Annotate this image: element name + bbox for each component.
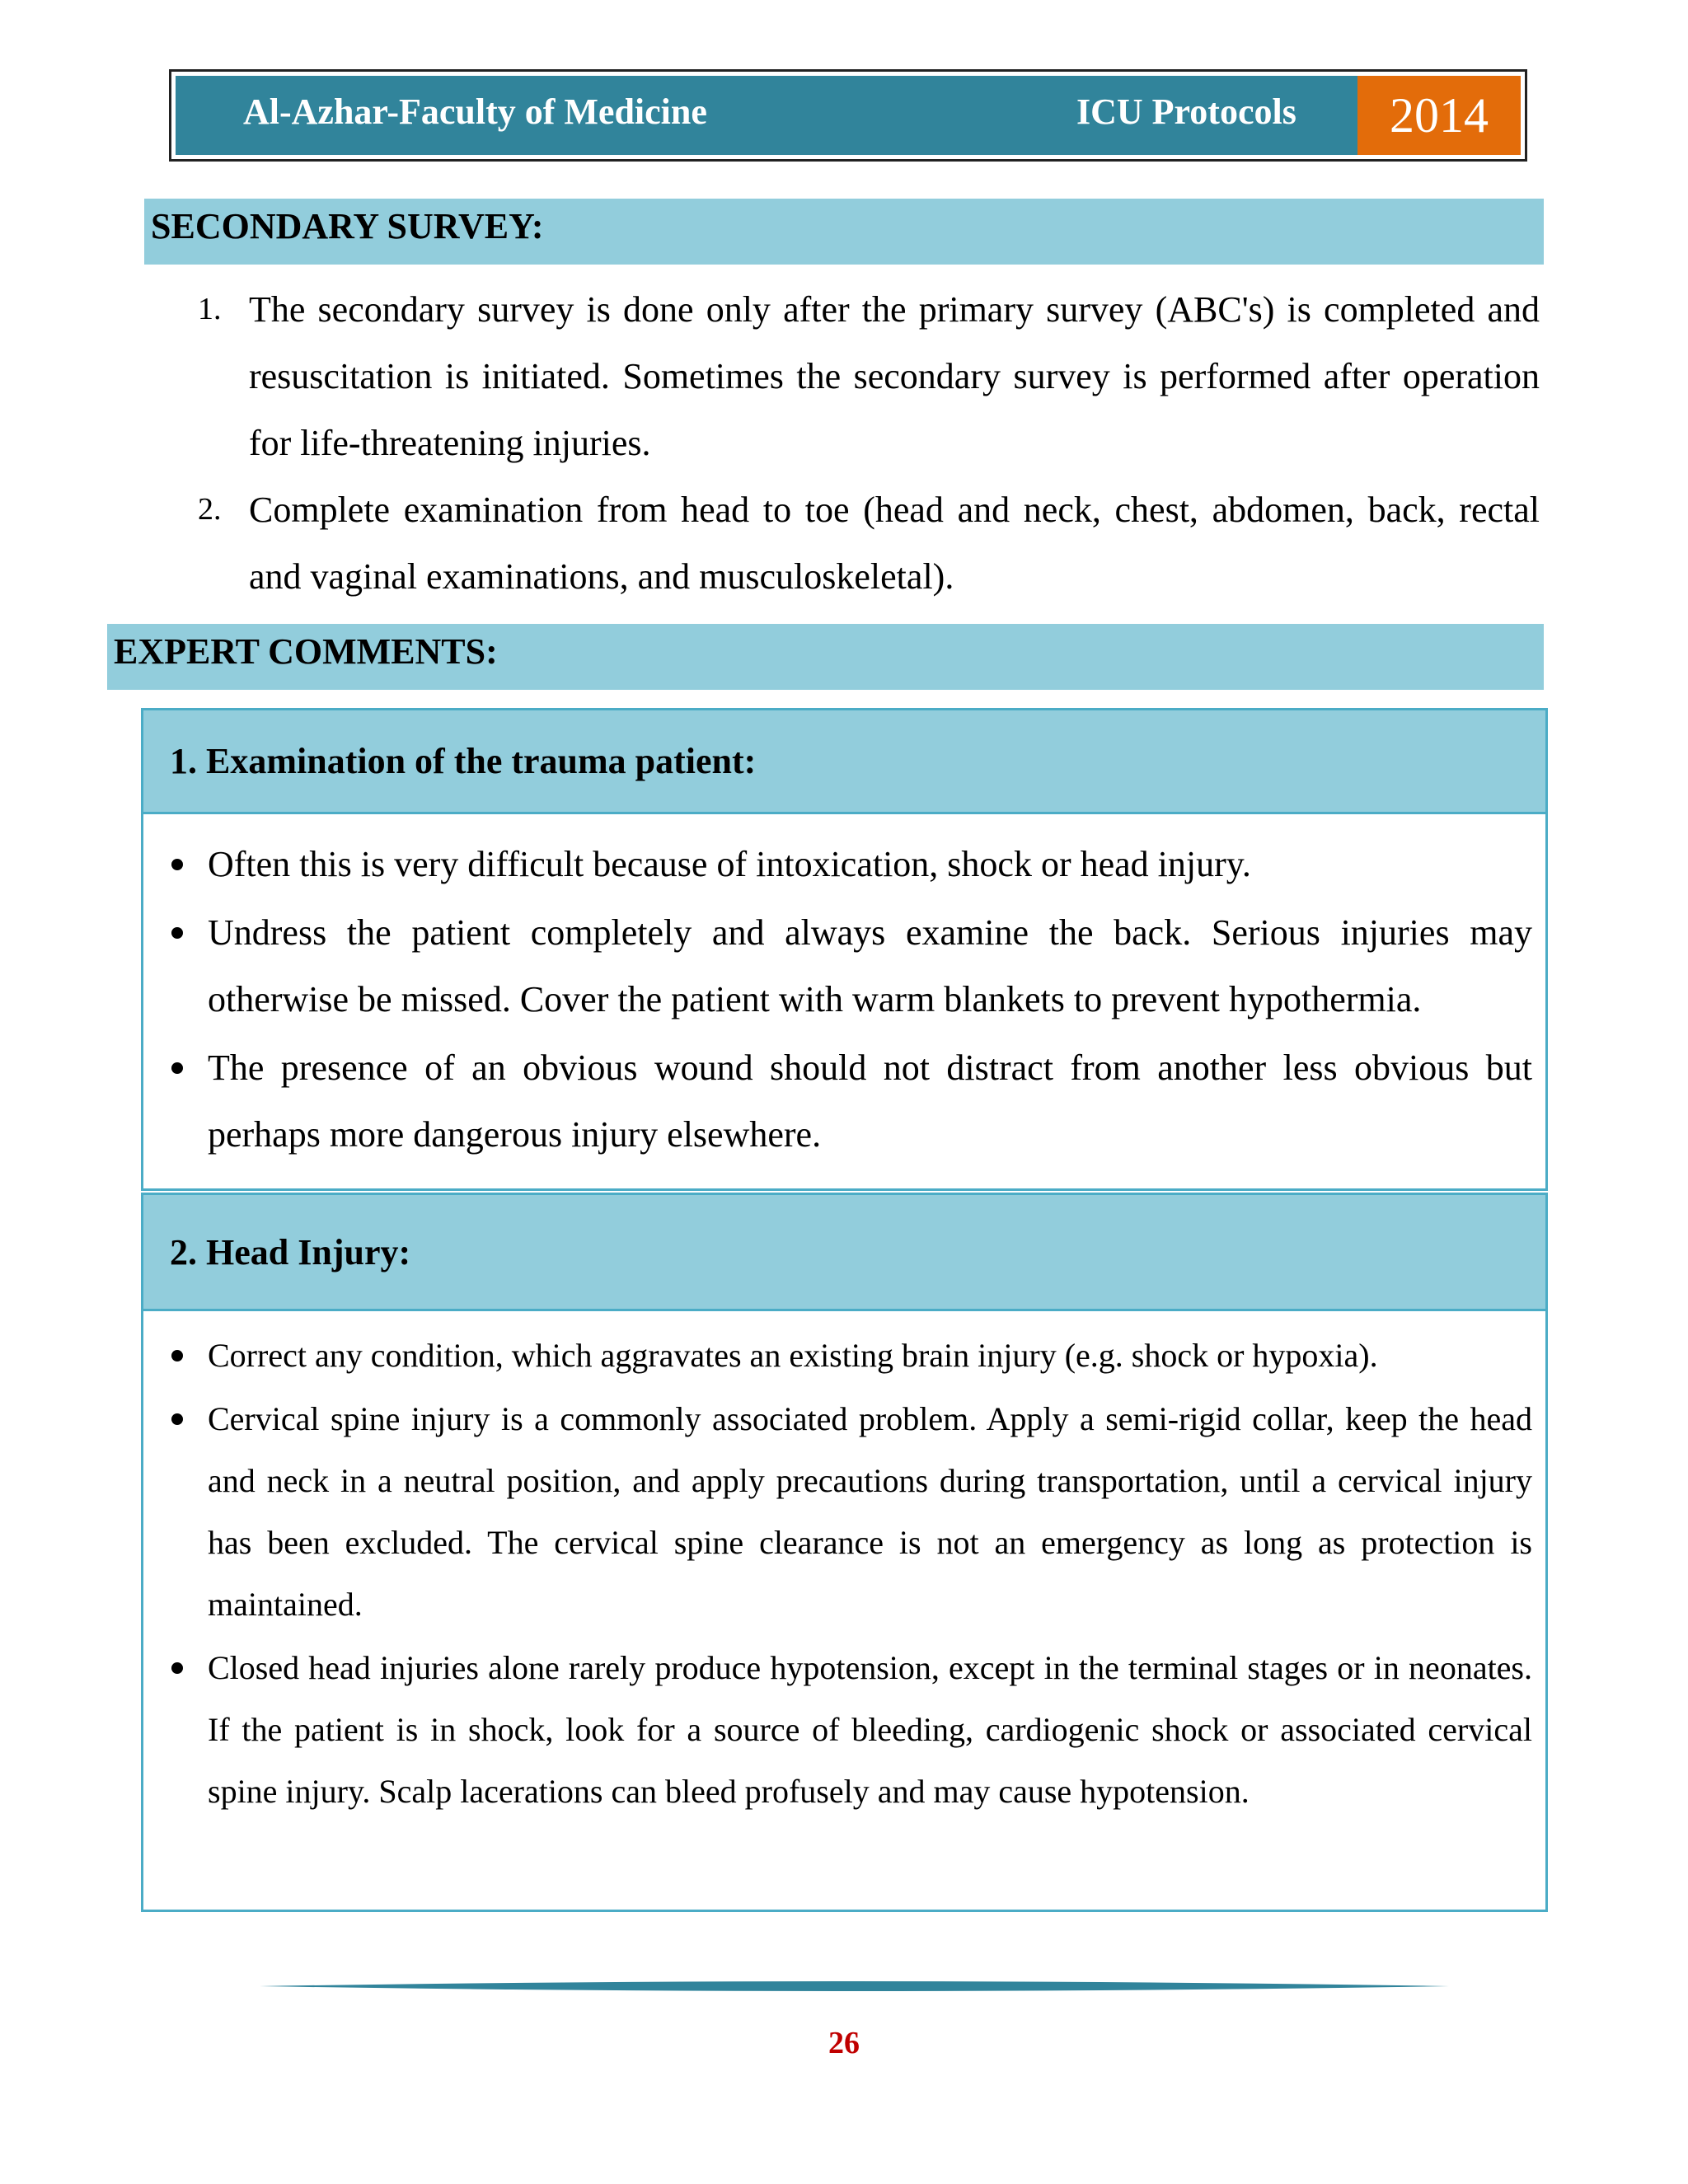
page-number: 26 [828, 2026, 860, 2060]
bullet-text: Often this is very difficult because of intoxication, shock or head injury. [208, 844, 1251, 884]
bullet-list [143, 1311, 1545, 1822]
bullet-icon [171, 859, 183, 870]
section-title-secondary-survey: SECONDARY SURVEY: [144, 199, 1544, 265]
comment-box-head-injury [141, 1193, 1548, 1912]
bullet-item [143, 1637, 1532, 1822]
bullet-text: Correct any condition, which aggravates an existing brain injury (e.g. shock or hypoxia). [208, 1337, 1378, 1374]
header-document-title: ICU Protocols [1076, 91, 1296, 132]
page-header [169, 69, 1527, 162]
bullet-item [143, 831, 1532, 898]
list-item [198, 476, 1540, 610]
list-item-number: 1. [198, 292, 222, 326]
comment-box-title: 1. Examination of the trauma patient: [143, 710, 1545, 814]
bullet-icon [171, 1662, 183, 1674]
bullet-icon [171, 1062, 183, 1074]
bullet-text: Undress the patient completely and always examine the back. Serious injuries may otherwise be missed. Cover the patient with warm blankets to prevent hypothermia. [208, 912, 1532, 1019]
list-item-text: Complete examination from head to toe (head and neck, chest, abdomen, back, rectal and vaginal examinations, and musculoskeletal). [249, 490, 1540, 597]
comment-box-examination [141, 708, 1548, 1191]
bullet-icon [171, 1413, 183, 1425]
list-item [198, 276, 1540, 476]
bullet-text: The presence of an obvious wound should not distract from another less obvious but perhaps more dangerous injury elsewhere. [208, 1047, 1532, 1155]
bullet-item [143, 1388, 1532, 1635]
bullet-item [143, 1034, 1532, 1168]
header-institution: Al-Azhar-Faculty of Medicine [243, 91, 707, 132]
footer-divider [260, 1978, 1449, 1994]
list-item-number: 2. [198, 492, 222, 527]
list-item-text: The secondary survey is done only after the primary survey (ABC's) is completed and resuscitation is initiated. Sometimes the secondary survey is performed after operation for life-threatening injuries. [249, 289, 1540, 463]
bullet-text: Closed head injuries alone rarely produce hypotension, except in the terminal stages or in neonates. If the patient is in shock, look for a source of bleeding, cardiogenic shock or associated cervical spine injury. Scalp lacerations can bleed profusely and may cause hypotension. [208, 1649, 1532, 1810]
bullet-icon [171, 1350, 183, 1361]
header-bar [176, 76, 1521, 155]
comment-box-title: 2. Head Injury: [143, 1195, 1545, 1311]
header-year: 2014 [1357, 76, 1521, 155]
bullet-item [143, 1324, 1532, 1386]
bullet-list [143, 814, 1545, 1168]
secondary-survey-list [198, 276, 1540, 610]
section-title-expert-comments: EXPERT COMMENTS: [107, 624, 1544, 690]
bullet-icon [171, 927, 183, 939]
bullet-item [143, 899, 1532, 1033]
bullet-text: Cervical spine injury is a commonly associated problem. Apply a semi-rigid collar, keep the head and neck in a neutral position, and apply precautions during transportation, until a cervical injury has been excluded. The cervical spine clearance is not an emergency as long as protection is maintained. [208, 1400, 1532, 1623]
